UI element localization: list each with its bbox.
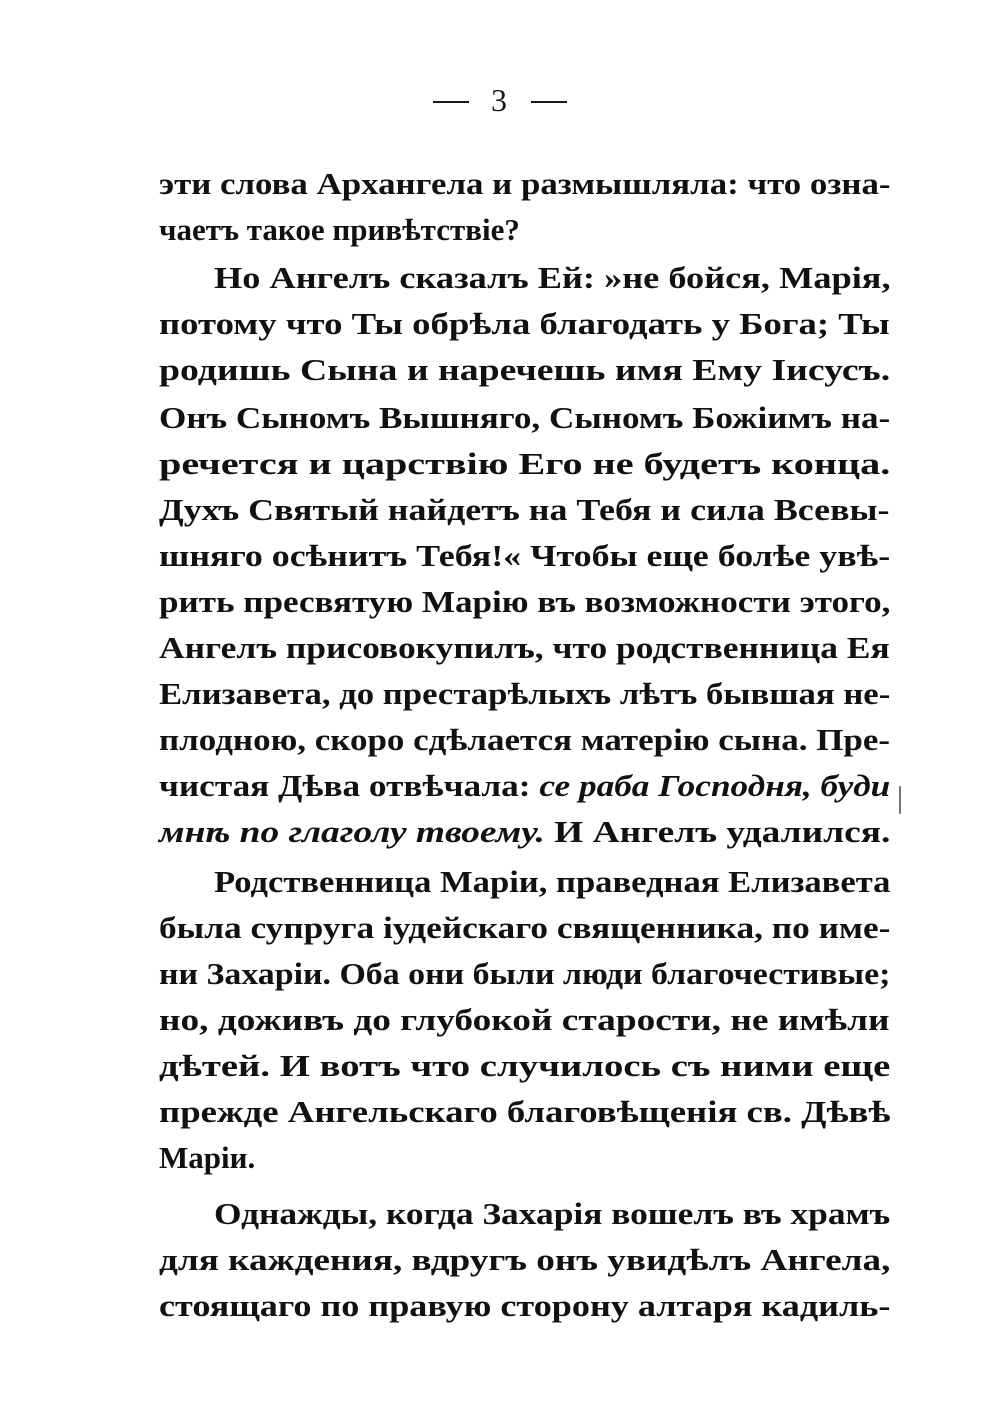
plain-text: чистая Дѣва отвѣчала: <box>159 768 540 803</box>
paragraph-start-line: Однажды, когда Захарія вошелъ въ храмъ <box>214 1196 891 1231</box>
text-line: Ангелъ присовокупилъ, что родственница Ея <box>159 630 890 665</box>
paragraph-start-line: Родственница Маріи, праведная Елизавета <box>214 864 891 899</box>
text-line: прежде Ангельскаго благовѣщенія св. Дѣвѣ <box>159 1094 891 1129</box>
text-line-with-quote <box>159 810 890 854</box>
text-line: Онъ Сыномъ Вышняго, Сыномъ Божіимъ на- <box>159 400 891 435</box>
text-line: чаетъ такое привѣтствіе? <box>159 212 520 247</box>
text-line: стоящаго по правую сторону алтаря кадиль- <box>159 1288 891 1323</box>
italic-quote: мнѣ по глаголу твоему. <box>159 814 545 849</box>
text-line: Маріи. <box>159 1140 256 1175</box>
page-number <box>0 82 1000 119</box>
text-line: шняго осѣнитъ Тебя!« Чтобы еще болѣе увѣ- <box>159 538 891 573</box>
paragraph-start-line: Но Ангелъ сказалъ Ей: »не бойся, Марія, <box>214 260 891 295</box>
text-line: потому что Ты обрѣла благодать у Бога; Ты <box>159 306 890 341</box>
text-line: речется и царствію Его не будетъ конца. <box>159 446 891 481</box>
text-line: рить пресвятую Марію въ возможности этого, <box>159 584 891 619</box>
folio-dash-left <box>433 101 469 103</box>
text-line: для каждения, вдругъ онъ увидѣлъ Ангела, <box>159 1242 891 1277</box>
text-line: Духъ Святый найдетъ на Тебя и сила Всевы- <box>159 492 890 527</box>
folio-dash-right <box>531 101 567 103</box>
text-line: родишь Сына и наречешь имя Ему Іисусъ. <box>159 352 891 387</box>
italic-quote: се раба Господня, буди <box>539 768 891 803</box>
text-line-with-quote <box>159 764 890 808</box>
margin-mark <box>899 786 901 814</box>
text-line: но, доживъ до глубокой старости, не имѣли <box>159 1002 890 1037</box>
text-line: Елизавета, до престарѣлыхъ лѣтъ бывшая не- <box>159 676 891 711</box>
plain-text: И Ангелъ удалился. <box>544 814 891 849</box>
page-number-text: 3 <box>491 82 509 118</box>
text-line: плодною, скоро сдѣлается матерію сына. Пре- <box>159 722 891 757</box>
text-line: ни Захаріи. Оба они были люди благочестивые; <box>159 956 891 991</box>
text-line: была супруга іудейскаго священника, по име- <box>159 910 891 945</box>
text-line: эти слова Архангела и размышляла: что озна- <box>159 166 891 201</box>
text-line: дѣтей. И вотъ что случилось съ ними еще <box>159 1048 891 1083</box>
